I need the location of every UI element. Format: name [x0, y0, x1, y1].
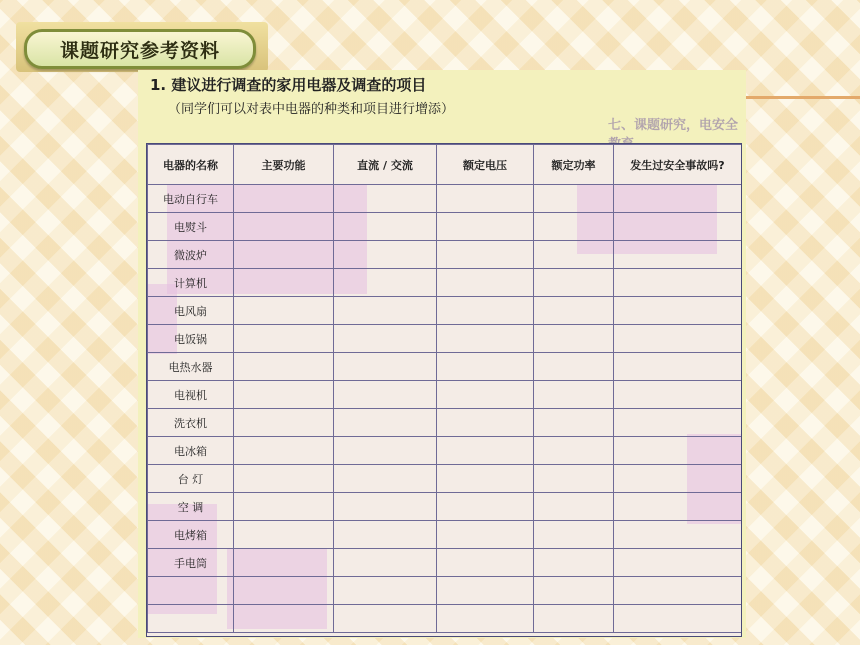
- empty-cell: [614, 297, 742, 325]
- appliance-name-cell: 台 灯: [148, 465, 234, 493]
- appliance-name-cell: 电烤箱: [148, 521, 234, 549]
- empty-cell: [234, 381, 334, 409]
- banner-title: 课题研究参考资料: [59, 39, 220, 62]
- empty-cell: [334, 521, 437, 549]
- empty-cell: [437, 605, 534, 633]
- empty-cell: [148, 605, 234, 633]
- empty-cell: [614, 381, 742, 409]
- empty-cell: [334, 577, 437, 605]
- empty-cell: [234, 325, 334, 353]
- empty-cell: [334, 297, 437, 325]
- appliance-name-cell: 电饭锅: [148, 325, 234, 353]
- empty-cell: [614, 213, 742, 241]
- table-row: [148, 437, 742, 465]
- table-row: [148, 549, 742, 577]
- empty-cell: [614, 549, 742, 577]
- document-note: （同学们可以对表中电器的种类和项目进行增添）: [168, 102, 455, 117]
- title-pill: [24, 29, 256, 69]
- empty-cell: [614, 465, 742, 493]
- empty-cell: [614, 353, 742, 381]
- empty-cell: [437, 437, 534, 465]
- empty-cell: [234, 521, 334, 549]
- empty-cell: [234, 241, 334, 269]
- scanned-document: [138, 70, 746, 638]
- empty-cell: [437, 297, 534, 325]
- empty-cell: [437, 381, 534, 409]
- table-row: [148, 241, 742, 269]
- column-header: 直流 / 交流: [334, 145, 437, 185]
- appliance-name-cell: 计算机: [148, 269, 234, 297]
- empty-cell: [234, 213, 334, 241]
- empty-cell: [334, 325, 437, 353]
- empty-cell: [437, 549, 534, 577]
- table-row: [148, 297, 742, 325]
- empty-cell: [334, 437, 437, 465]
- table-row: [148, 465, 742, 493]
- table-row: [148, 325, 742, 353]
- appliance-name-cell: 微波炉: [148, 241, 234, 269]
- survey-table: [147, 144, 742, 633]
- table-row-blank: [148, 605, 742, 633]
- empty-cell: [234, 409, 334, 437]
- empty-cell: [614, 437, 742, 465]
- empty-cell: [614, 241, 742, 269]
- empty-cell: [534, 241, 614, 269]
- table-row-blank: [148, 577, 742, 605]
- empty-cell: [534, 521, 614, 549]
- empty-cell: [334, 465, 437, 493]
- empty-cell: [234, 297, 334, 325]
- empty-cell: [334, 353, 437, 381]
- appliance-name-cell: 手电筒: [148, 549, 234, 577]
- empty-cell: [234, 269, 334, 297]
- empty-cell: [534, 493, 614, 521]
- empty-cell: [234, 493, 334, 521]
- empty-cell: [534, 185, 614, 213]
- empty-cell: [614, 605, 742, 633]
- survey-table-frame: [146, 143, 742, 637]
- table-row: [148, 521, 742, 549]
- empty-cell: [334, 549, 437, 577]
- empty-cell: [534, 297, 614, 325]
- bleed-through-text: 七、课题研究，电安全: [608, 118, 739, 133]
- empty-cell: [614, 577, 742, 605]
- column-header: 发生过安全事故吗?: [614, 145, 742, 185]
- empty-cell: [334, 381, 437, 409]
- empty-cell: [614, 493, 742, 521]
- empty-cell: [437, 409, 534, 437]
- empty-cell: [148, 577, 234, 605]
- appliance-name-cell: 空 调: [148, 493, 234, 521]
- empty-cell: [534, 465, 614, 493]
- table-row: [148, 381, 742, 409]
- empty-cell: [334, 409, 437, 437]
- empty-cell: [614, 521, 742, 549]
- empty-cell: [614, 185, 742, 213]
- empty-cell: [234, 353, 334, 381]
- column-header: 额定电压: [437, 145, 534, 185]
- document-heading: 1. 建议进行调查的家用电器及调查的项目: [150, 76, 427, 94]
- appliance-name-cell: 电熨斗: [148, 213, 234, 241]
- appliance-name-cell: 电视机: [148, 381, 234, 409]
- empty-cell: [534, 353, 614, 381]
- table-row: [148, 353, 742, 381]
- column-header: 电器的名称: [148, 145, 234, 185]
- appliance-name-cell: 电风扇: [148, 297, 234, 325]
- empty-cell: [334, 185, 437, 213]
- table-row: [148, 185, 742, 213]
- appliance-name-cell: 电冰箱: [148, 437, 234, 465]
- title-banner: [16, 22, 268, 72]
- empty-cell: [234, 185, 334, 213]
- empty-cell: [534, 549, 614, 577]
- empty-cell: [614, 269, 742, 297]
- empty-cell: [534, 437, 614, 465]
- appliance-name-cell: 电热水器: [148, 353, 234, 381]
- appliance-name-cell: 洗衣机: [148, 409, 234, 437]
- table-header-row: [148, 145, 742, 185]
- appliance-name-cell: 电动自行车: [148, 185, 234, 213]
- column-header: 主要功能: [234, 145, 334, 185]
- empty-cell: [614, 325, 742, 353]
- empty-cell: [534, 325, 614, 353]
- empty-cell: [437, 269, 534, 297]
- empty-cell: [534, 577, 614, 605]
- empty-cell: [334, 493, 437, 521]
- table-row: [148, 269, 742, 297]
- empty-cell: [437, 241, 534, 269]
- table-row: [148, 213, 742, 241]
- column-header: 额定功率: [534, 145, 614, 185]
- empty-cell: [437, 185, 534, 213]
- table-row: [148, 493, 742, 521]
- empty-cell: [437, 325, 534, 353]
- empty-cell: [334, 269, 437, 297]
- empty-cell: [234, 437, 334, 465]
- empty-cell: [234, 549, 334, 577]
- empty-cell: [437, 493, 534, 521]
- empty-cell: [437, 577, 534, 605]
- empty-cell: [334, 241, 437, 269]
- empty-cell: [234, 605, 334, 633]
- table-row: [148, 409, 742, 437]
- empty-cell: [437, 353, 534, 381]
- empty-cell: [614, 409, 742, 437]
- empty-cell: [534, 213, 614, 241]
- empty-cell: [437, 465, 534, 493]
- empty-cell: [334, 213, 437, 241]
- empty-cell: [234, 577, 334, 605]
- empty-cell: [534, 269, 614, 297]
- empty-cell: [534, 605, 614, 633]
- empty-cell: [534, 409, 614, 437]
- empty-cell: [437, 213, 534, 241]
- empty-cell: [437, 521, 534, 549]
- empty-cell: [234, 465, 334, 493]
- empty-cell: [334, 605, 437, 633]
- empty-cell: [534, 381, 614, 409]
